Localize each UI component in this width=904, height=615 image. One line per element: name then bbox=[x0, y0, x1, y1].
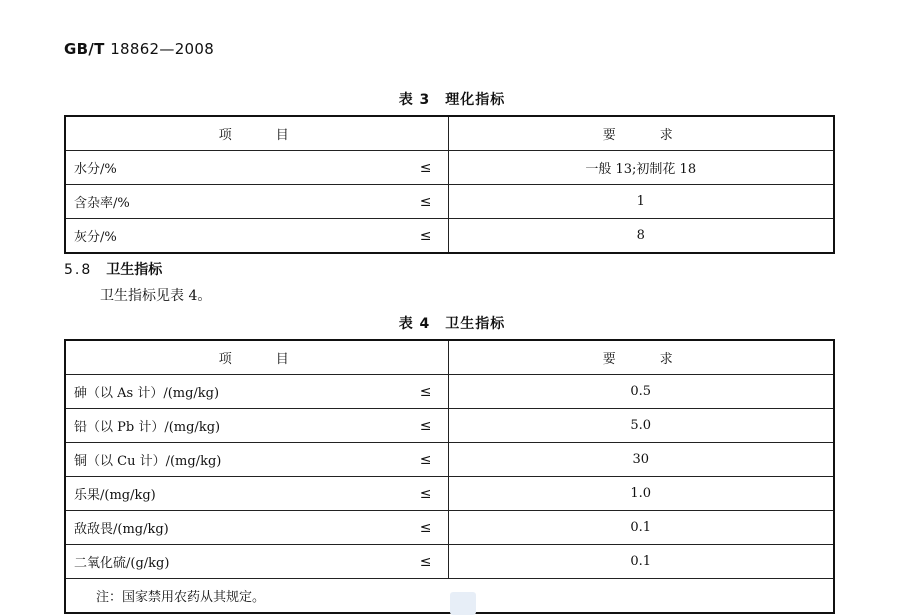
table3-row1-req: 一般 13;初制花 18 bbox=[448, 151, 834, 185]
standard-code bbox=[64, 40, 214, 58]
item-label: 水分/% bbox=[74, 162, 117, 177]
table4-row4-req: 1.0 bbox=[448, 477, 834, 511]
table-row bbox=[65, 545, 834, 579]
table4-row5-req: 0.1 bbox=[448, 511, 834, 545]
section-title: 卫生指标 bbox=[106, 262, 163, 278]
table4-hygiene bbox=[64, 339, 835, 614]
table3-row3-req: 8 bbox=[448, 219, 834, 254]
table3-col-requirement: 要 求 bbox=[448, 116, 834, 151]
table3-row2-item bbox=[65, 185, 448, 219]
standard-prefix: GB/T bbox=[64, 40, 105, 58]
table4-row6-req: 0.1 bbox=[448, 545, 834, 579]
table3-row2-req: 1 bbox=[448, 185, 834, 219]
watermark-logo bbox=[450, 592, 476, 615]
item-label: 二氧化硫/(g/kg) bbox=[74, 556, 170, 571]
standard-number: 18862—2008 bbox=[110, 40, 215, 58]
table4-note: 注：国家禁用农药从其规定。 bbox=[65, 579, 834, 614]
table3-caption: 表 3 理化指标 bbox=[398, 92, 506, 108]
le-symbol: ≤ bbox=[419, 383, 432, 400]
table-row bbox=[65, 185, 834, 219]
item-label: 灰分/% bbox=[74, 230, 117, 245]
table4-row2-req: 5.0 bbox=[448, 409, 834, 443]
le-symbol: ≤ bbox=[419, 159, 432, 176]
table4-col-item: 项 目 bbox=[65, 340, 448, 375]
le-symbol: ≤ bbox=[419, 451, 432, 468]
table4-row1-item bbox=[65, 375, 448, 409]
table4-row3-item bbox=[65, 443, 448, 477]
table-row bbox=[65, 477, 834, 511]
item-label: 乐果/(mg/kg) bbox=[74, 488, 156, 503]
section-number: 5.8 bbox=[64, 262, 93, 278]
table4-row1-req: 0.5 bbox=[448, 375, 834, 409]
table-row bbox=[65, 443, 834, 477]
table4-row4-item bbox=[65, 477, 448, 511]
table4-row3-req: 30 bbox=[448, 443, 834, 477]
table-row bbox=[65, 219, 834, 254]
section-heading bbox=[64, 259, 162, 279]
table-row bbox=[65, 151, 834, 185]
table3-header-row bbox=[65, 116, 834, 151]
section-body-text: 卫生指标见表 4。 bbox=[100, 288, 212, 304]
table-row bbox=[65, 375, 834, 409]
table3-physicochemical bbox=[64, 115, 835, 254]
item-label: 铅（以 Pb 计）/(mg/kg) bbox=[74, 420, 221, 435]
table4-col-requirement: 要 求 bbox=[448, 340, 834, 375]
le-symbol: ≤ bbox=[419, 553, 432, 570]
table4-caption: 表 4 卫生指标 bbox=[398, 316, 506, 332]
le-symbol: ≤ bbox=[419, 519, 432, 536]
table4-row6-item bbox=[65, 545, 448, 579]
le-symbol: ≤ bbox=[419, 193, 432, 210]
table3-row1-item bbox=[65, 151, 448, 185]
table-row bbox=[65, 409, 834, 443]
table4-row2-item bbox=[65, 409, 448, 443]
table-row bbox=[65, 511, 834, 545]
item-label: 砷（以 As 计）/(mg/kg) bbox=[74, 386, 220, 401]
item-label: 敌敌畏/(mg/kg) bbox=[74, 522, 169, 537]
table4-row5-item bbox=[65, 511, 448, 545]
le-symbol: ≤ bbox=[419, 227, 432, 244]
le-symbol: ≤ bbox=[419, 417, 432, 434]
table4-header-row bbox=[65, 340, 834, 375]
le-symbol: ≤ bbox=[419, 485, 432, 502]
table3-row3-item bbox=[65, 219, 448, 254]
item-label: 铜（以 Cu 计）/(mg/kg) bbox=[74, 454, 222, 469]
item-label: 含杂率/% bbox=[74, 196, 130, 211]
table3-col-item: 项 目 bbox=[65, 116, 448, 151]
